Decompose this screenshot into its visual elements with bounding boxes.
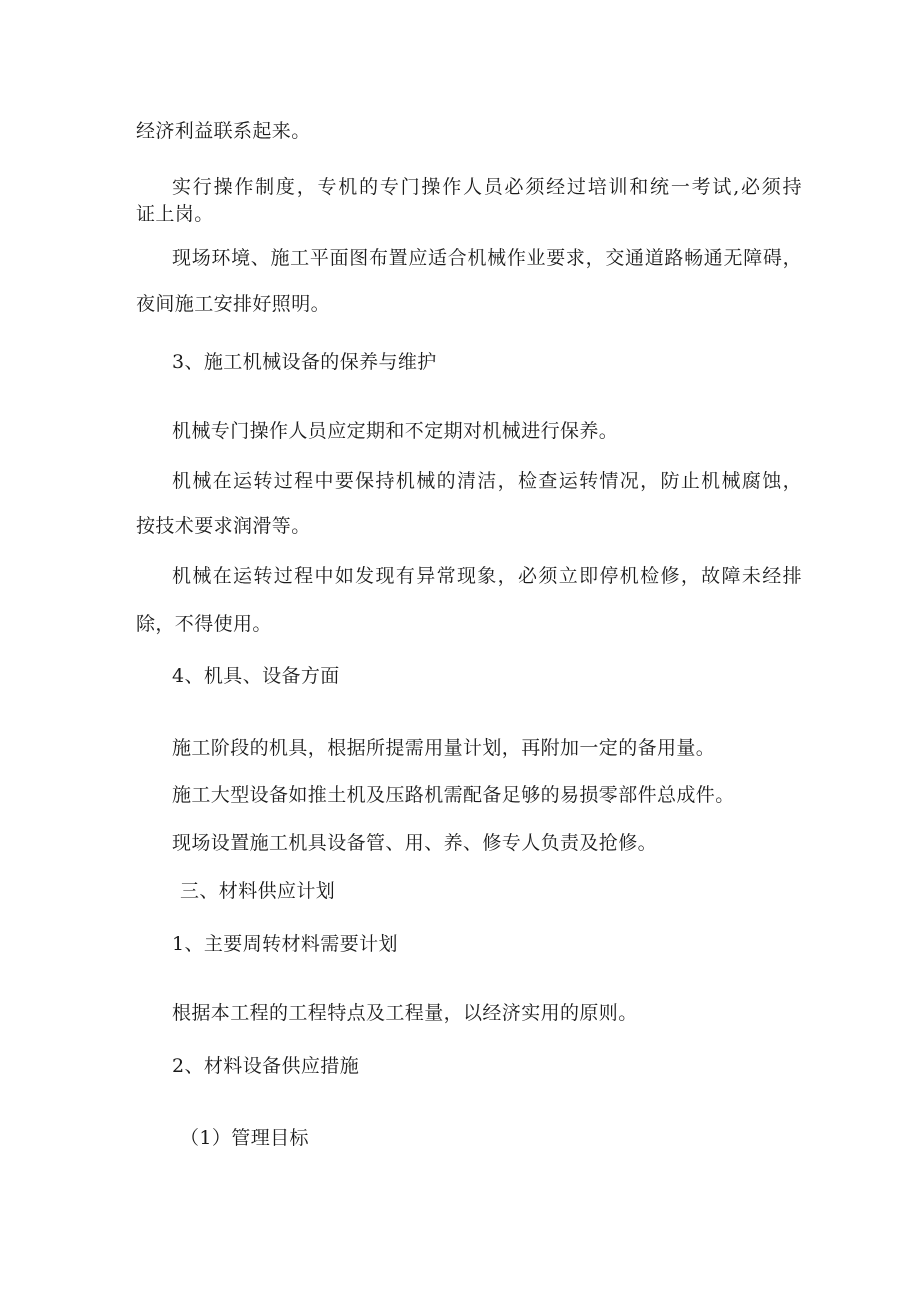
text-line: 机械在运转过程中要保持机械的清洁，检查运转情况，防止机械腐蚀，	[172, 470, 802, 492]
text-line: 根据本工程的工程特点及工程量，以经济实用的原则。	[172, 1002, 638, 1024]
text-line: 证上岗。	[136, 203, 214, 225]
section-heading: 1、主要周转材料需要计划	[172, 933, 398, 955]
subsection-heading: （1）管理目标	[180, 1127, 309, 1149]
section-heading: 3、施工机械设备的保养与维护	[172, 351, 437, 373]
text-line: 按技术要求润滑等。	[136, 515, 311, 537]
text-line: 实行操作制度，专机的专门操作人员必须经过培训和统一考试,必须持	[172, 176, 802, 198]
chapter-heading: 三、材料供应计划	[180, 880, 336, 902]
text-line: 机械专门操作人员应定期和不定期对机械进行保养。	[172, 420, 619, 442]
text-line: 施工大型设备如推土机及压路机需配备足够的易损零部件总成件。	[172, 784, 735, 806]
text-line: 经济利益联系起来。	[136, 120, 311, 142]
text-line: 除，不得使用。	[136, 613, 272, 635]
text-line: 机械在运转过程中如发现有异常现象，必须立即停机检修，故障未经排	[172, 565, 802, 587]
text-line: 夜间施工安排好照明。	[136, 293, 331, 315]
text-line: 现场设置施工机具设备管、用、养、修专人负责及抢修。	[172, 832, 658, 854]
section-heading: 4、机具、设备方面	[172, 665, 340, 687]
text-line: 施工阶段的机具，根据所提需用量计划，再附加一定的备用量。	[172, 737, 716, 759]
section-heading: 2、材料设备供应措施	[172, 1055, 360, 1077]
text-line: 现场环境、施工平面图布置应适合机械作业要求，交通道路畅通无障碍，	[172, 247, 802, 269]
